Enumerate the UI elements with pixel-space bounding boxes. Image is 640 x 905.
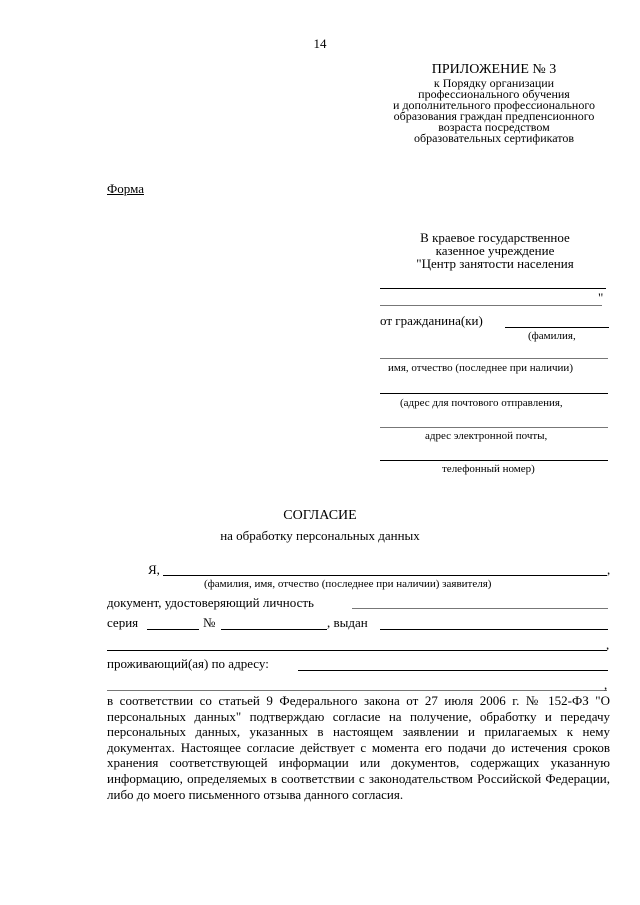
consent-title: СОГЛАСИЕ bbox=[283, 508, 357, 523]
appendix-line: к Порядку организации bbox=[433, 76, 555, 90]
series-field-line[interactable] bbox=[147, 629, 199, 630]
consent-subtitle: на обработку персональных данных bbox=[220, 528, 420, 543]
document-field-line[interactable] bbox=[352, 608, 608, 609]
series-label: серия bbox=[107, 615, 139, 630]
from-citizen-label: от гражданина(ки) bbox=[380, 313, 483, 328]
form-label: Форма bbox=[107, 181, 144, 196]
issued-label: , выдан bbox=[327, 615, 368, 630]
surname-hint: (фамилия, bbox=[528, 330, 576, 342]
consent-body: в соответствии со статьей 9 Федерального закона от 27 июля 2006 г. № 152-ФЗ "О персональных данных" подтверждаю согласие на получение, обработку и передачу персональных данных, указанных в настоящем заявлении и прилагаемых к нему документах. Настоящее согласие действует с момента его подачи до истечения сроков хранения соответствующей информации или документов, содержащих указанную информацию, определяемых в соответствии с законодательством Российской Федерации, либо до моего письменного отзыва данного согласия. bbox=[107, 693, 610, 802]
residing-address-continuation-line[interactable] bbox=[107, 690, 607, 691]
residing-address-field-line[interactable] bbox=[298, 670, 608, 671]
page-number: 14 bbox=[313, 36, 327, 51]
closing-quote: " bbox=[598, 290, 604, 305]
email-hint: адрес электронной почты, bbox=[425, 430, 548, 442]
comma: , bbox=[607, 562, 611, 577]
center-name-field-line-2[interactable] bbox=[380, 305, 602, 306]
postal-address-field-line[interactable] bbox=[380, 393, 608, 394]
applicant-name-hint: (фамилия, имя, отчество (последнее при наличии) заявителя) bbox=[204, 578, 492, 590]
email-field-line[interactable] bbox=[380, 427, 608, 428]
center-name-field-line[interactable] bbox=[380, 288, 606, 289]
issued-by-field-line[interactable] bbox=[380, 629, 608, 630]
name-field-line[interactable] bbox=[380, 358, 608, 359]
addressee-block bbox=[380, 231, 610, 270]
residing-label: проживающий(ая) по адресу: bbox=[107, 656, 269, 671]
appendix-line: профессионального обучения bbox=[418, 87, 570, 101]
document-label: документ, удостоверяющий личность bbox=[107, 595, 314, 610]
phone-hint: телефонный номер) bbox=[442, 463, 535, 475]
appendix-header bbox=[374, 62, 614, 144]
appendix-line: и дополнительного профессионального bbox=[393, 98, 595, 112]
appendix-title: ПРИЛОЖЕНИЕ № 3 bbox=[431, 62, 557, 77]
surname-field-line[interactable] bbox=[505, 327, 609, 328]
number-label: № bbox=[203, 615, 216, 630]
appendix-line: образовательных сертификатов bbox=[413, 131, 575, 145]
addressee-line: казенное учреждение bbox=[435, 243, 555, 258]
name-hint: имя, отчество (последнее при наличии) bbox=[388, 362, 573, 374]
addressee-line: "Центр занятости населения bbox=[416, 256, 574, 271]
issued-by-continuation-line[interactable] bbox=[107, 650, 607, 651]
comma: , bbox=[606, 637, 610, 652]
appendix-line: возраста посредством bbox=[438, 120, 550, 134]
appendix-line: образования граждан предпенсионного bbox=[393, 109, 595, 123]
applicant-name-field-line[interactable] bbox=[163, 575, 607, 576]
comma: , bbox=[604, 677, 608, 692]
i-label: Я, bbox=[148, 562, 160, 577]
addressee-line: В краевое государственное bbox=[420, 230, 570, 245]
postal-address-hint: (адрес для почтового отправления, bbox=[400, 397, 563, 409]
number-field-line[interactable] bbox=[221, 629, 327, 630]
phone-field-line[interactable] bbox=[380, 460, 608, 461]
